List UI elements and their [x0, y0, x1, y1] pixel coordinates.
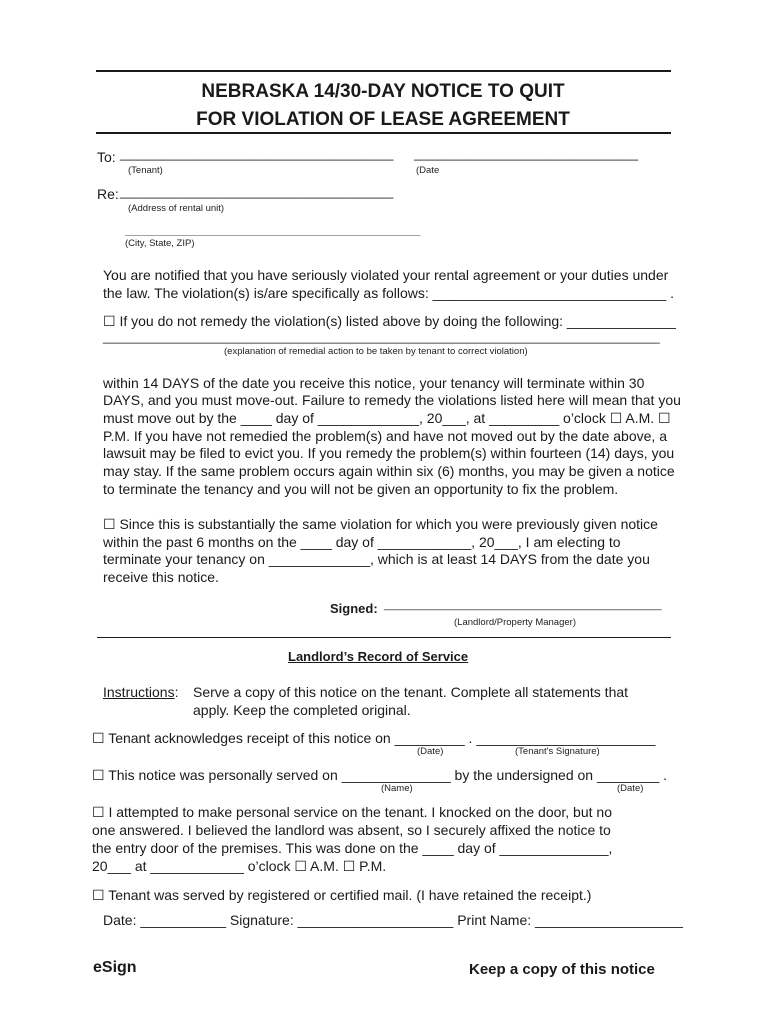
instructions-colon: :	[174, 684, 179, 700]
signed-label: Signed:	[330, 601, 378, 616]
since-line-1: ☐ Since this is substantially the same violation for which you were previously given notice	[103, 516, 658, 532]
page-title-line-2: FOR VIOLATION OF LEASE AGREEMENT	[196, 109, 570, 130]
within-line-4: P.M. If you have not remedied the problem(s) and have not moved out by the date above, a	[103, 428, 667, 444]
since-line-4: receive this notice.	[103, 569, 219, 585]
tenant-field[interactable]: ____________________________________	[120, 146, 394, 161]
date-caption: (Date	[416, 165, 440, 176]
within-line-1: within 14 DAYS of the date you receive this notice, your tenancy will terminate within 30	[103, 375, 645, 391]
to-label: To:	[97, 149, 116, 165]
esign-logo: eSign	[93, 959, 137, 976]
address-field[interactable]: ____________________________________	[120, 184, 394, 199]
served-line: ☐ This notice was personally served on ______________ by the undersigned on ________ .	[92, 767, 668, 783]
tenant-caption: (Tenant)	[128, 165, 163, 176]
served-date-caption: (Date)	[617, 783, 644, 794]
instructions-line-2: apply. Keep the completed original.	[193, 702, 411, 718]
date-field[interactable]: _______________________________	[414, 146, 639, 161]
footer-note: Keep a copy of this notice	[469, 961, 655, 978]
within-line-3: must move out by the ____ day of _____________, 20___, at _________ o’clock ☐ A.M. ☐	[103, 410, 671, 426]
instructions-label	[103, 683, 178, 701]
notice-line-2: the law. The violation(s) is/are specifically as follows: ______________________________ .	[103, 285, 675, 301]
instructions-label-text: Instructions	[103, 684, 175, 700]
remedy-caption: (explanation of remedial action to be taken by tenant to correct violation)	[224, 346, 528, 357]
attempt-line-3: the entry door of the premises. This was done on the ____ day of ______________,	[92, 840, 613, 856]
signed-caption: (Landlord/Property Manager)	[454, 617, 576, 628]
acknowledge-date-caption: (Date)	[417, 746, 444, 757]
city-field[interactable]: __________________________________________________	[125, 226, 421, 236]
city-caption: (City, State, ZIP)	[125, 238, 195, 249]
attempt-line-4: 20___ at ____________ o’clock ☐ A.M. ☐ P.M.	[92, 858, 387, 874]
signature-field[interactable]: __________________________________________	[384, 599, 662, 611]
address-caption: (Address of rental unit)	[128, 203, 225, 214]
mail-line: ☐ Tenant was served by registered or certified mail. (I have retained the receipt.)	[92, 887, 592, 903]
top-rule	[96, 70, 671, 72]
attempt-line-2: one answered. I believed the landlord was absent, so I securely affixed the notice to	[92, 822, 611, 838]
within-line-7: to terminate the tenancy and you will not be given an opportunity to fix the problem.	[103, 481, 619, 497]
notice-line-1: You are notified that you have seriously violated your rental agreement or your duties under	[103, 267, 669, 283]
within-line-5: lawsuit may be filed to evict you. If you remedy the problem(s) within fourteen (14) days, you	[103, 445, 675, 461]
section-rule	[97, 637, 671, 638]
remedy-line-1: ☐ If you do not remedy the violation(s) listed above by doing the following: ______________	[103, 313, 676, 329]
service-heading: Landlord’s Record of Service	[288, 649, 469, 664]
re-label: Re:	[97, 186, 119, 202]
title-bottom-rule	[96, 132, 671, 134]
within-line-2: DAYS, and you must move-out. Failure to remedy the violations listed here will mean that you	[103, 392, 681, 408]
remedy-line-2[interactable]: _________________________________________________________________________________	[103, 330, 660, 344]
since-line-2: within the past 6 months on the ____ day of ____________, 20___, I am electing to	[103, 534, 621, 550]
acknowledge-signature-caption: (Tenant's Signature)	[515, 746, 600, 757]
attempt-line-1: ☐ I attempted to make personal service on the tenant. I knocked on the door, but no	[92, 804, 612, 820]
date-signature-name-line[interactable]: Date: ___________ Signature: ____________________ Print Name: ___________________	[103, 912, 683, 928]
within-line-6: may stay. If the same problem occurs again within six (6) months, you may be given a notice	[103, 463, 675, 479]
since-line-3: terminate your tenancy on _____________, which is at least 14 DAYS from the date you	[103, 551, 650, 567]
served-name-caption: (Name)	[381, 783, 413, 794]
acknowledge-line: ☐ Tenant acknowledges receipt of this notice on _________ . _______________________	[92, 730, 656, 746]
instructions-line-1: Serve a copy of this notice on the tenant. Complete all statements that	[193, 684, 629, 700]
page-title-line-1: NEBRASKA 14/30-DAY NOTICE TO QUIT	[201, 81, 565, 102]
